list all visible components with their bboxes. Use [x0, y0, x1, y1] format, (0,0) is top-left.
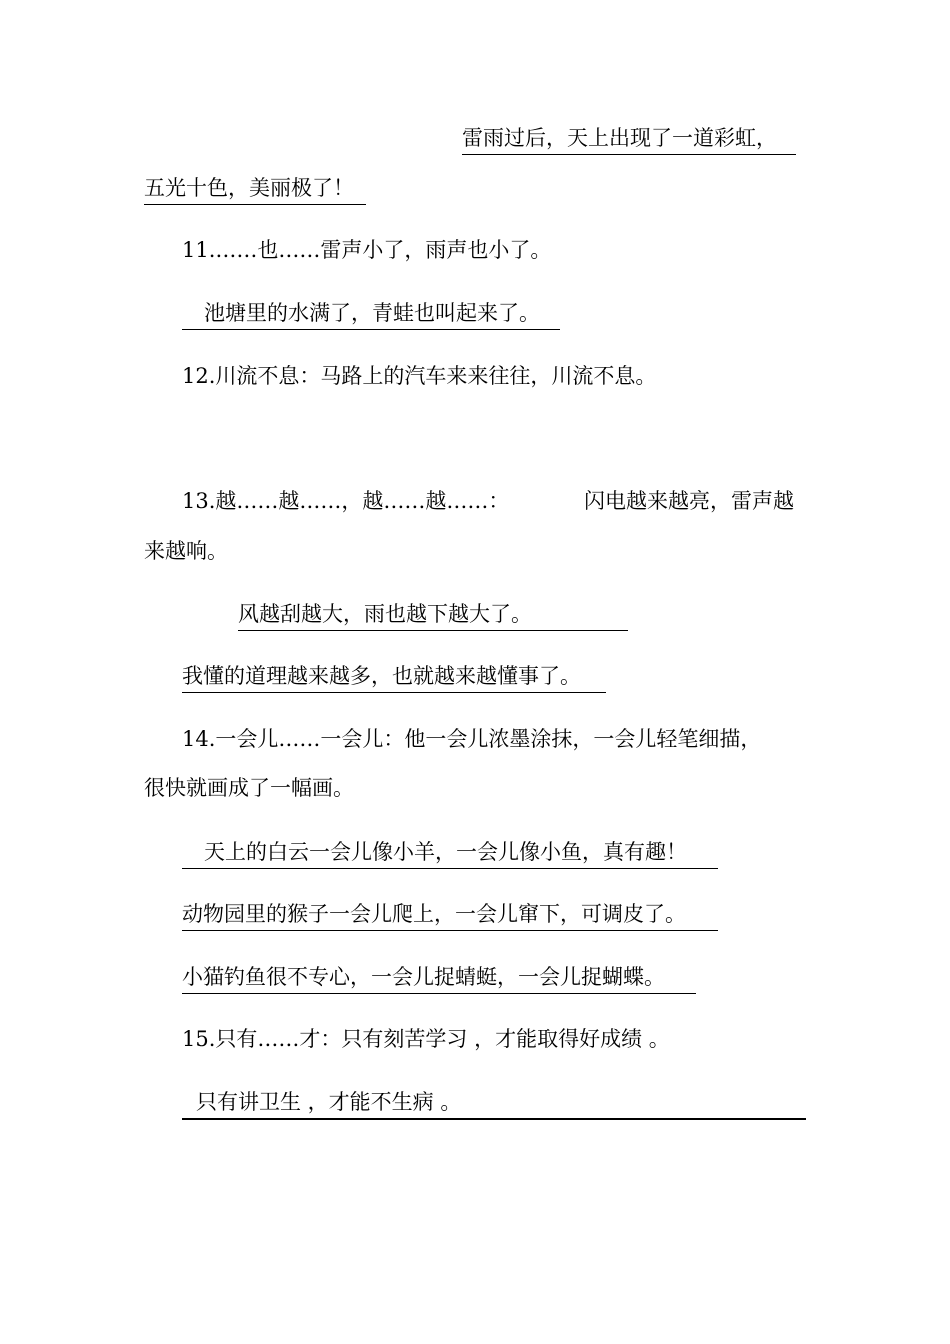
answer-line-13-2 — [182, 662, 606, 693]
example-text: 来越响。 — [144, 539, 228, 563]
answer-line-rainbow-1 — [462, 124, 796, 155]
answer-text: 只有讲卫生 ，才能不生病 。 — [196, 1090, 462, 1114]
item-15-example — [182, 1025, 670, 1053]
item-13-label — [182, 487, 509, 515]
answer-text: 我懂的道理越来越多，也就越来越懂事了。 — [182, 664, 581, 688]
example-text: 12.川流不息：马路上的汽车来来往往，川流不息。 — [182, 364, 657, 388]
item-11-example — [182, 236, 551, 264]
answer-text: 动物园里的猴子一会儿爬上，一会儿窜下，可调皮了。 — [182, 902, 686, 926]
item-label: 13.越……越……，越……越……： — [182, 489, 510, 513]
example-text: 11.……也……雷声小了，雨声也小了。 — [182, 238, 552, 262]
answer-line-13-1 — [238, 600, 628, 631]
answer-text: 小猫钓鱼很不专心，一会儿捉蜻蜓，一会儿捉蝴蝶。 — [182, 965, 665, 989]
example-text: 很快就画成了一幅画。 — [144, 776, 354, 800]
answer-line-14-2 — [182, 900, 718, 931]
item-14-example — [182, 725, 761, 753]
item-14-example-continued — [144, 774, 354, 802]
answer-line-15 — [182, 1088, 806, 1120]
answer-line-14-1 — [182, 838, 718, 869]
answer-text: 池塘里的水满了，青蛙也叫起来了。 — [204, 301, 540, 325]
item-13-example — [584, 487, 794, 515]
example-text: 14.一会儿……一会儿：他一会儿浓墨涂抹，一会儿轻笔细描， — [182, 727, 762, 751]
answer-line-rainbow-2 — [144, 174, 366, 205]
example-text: 15.只有……才：只有刻苦学习 ，才能取得好成绩 。 — [182, 1027, 670, 1051]
answer-line-11 — [182, 299, 560, 330]
item-12-example — [182, 362, 656, 390]
answer-text: 风越刮越大，雨也越下越大了。 — [238, 602, 532, 626]
answer-line-14-3 — [182, 963, 696, 994]
item-13-example-continued — [144, 537, 228, 565]
answer-text: 雷雨过后，天上出现了一道彩虹， — [462, 126, 777, 150]
example-text: 闪电越来越亮，雷声越 — [584, 489, 794, 513]
answer-text: 天上的白云一会儿像小羊，一会儿像小鱼，真有趣！ — [204, 840, 687, 864]
answer-text: 五光十色，美丽极了！ — [144, 176, 354, 200]
